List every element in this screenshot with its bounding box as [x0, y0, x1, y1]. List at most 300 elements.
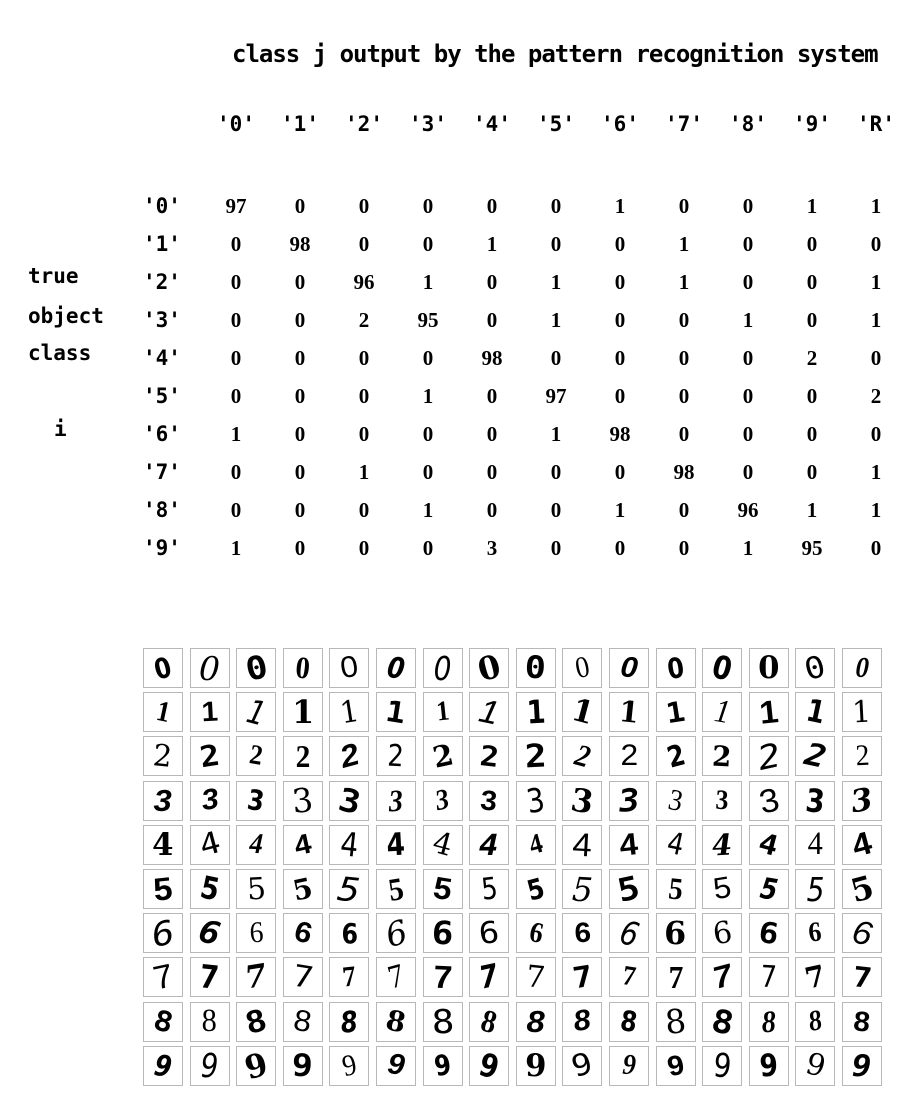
matrix-cell: 95 — [417, 308, 439, 332]
digit-glyph: 4 — [755, 826, 783, 864]
matrix-cell: 1 — [550, 270, 562, 294]
digit-sample-image — [236, 1002, 276, 1042]
digit-sample-image — [376, 913, 416, 953]
digit-sample-image — [702, 957, 742, 997]
digit-glyph: 0 — [801, 648, 830, 688]
digit-glyph: 3 — [523, 779, 548, 822]
digit-sample-image — [143, 1002, 183, 1042]
digit-sample-image — [190, 825, 230, 865]
digit-glyph: 3 — [665, 782, 686, 818]
digit-glyph: 4 — [248, 827, 264, 861]
matrix-cell: 1 — [230, 536, 242, 560]
digit-glyph: 7 — [149, 956, 177, 998]
digit-sample-image — [236, 736, 276, 776]
digit-sample-image — [329, 781, 369, 821]
digit-sample-image — [609, 648, 649, 688]
digit-glyph: 5 — [710, 870, 734, 907]
digit-sample-image — [842, 736, 882, 776]
digit-glyph: 9 — [801, 1046, 830, 1086]
matrix-cell: 98 — [673, 460, 695, 484]
digit-glyph: 2 — [295, 737, 311, 774]
digit-sample-image — [143, 957, 183, 997]
matrix-cell: 0 — [550, 232, 562, 256]
digit-sample-image — [609, 913, 649, 953]
digit-sample-image — [423, 781, 463, 821]
digit-sample-image — [842, 692, 882, 732]
digit-glyph: 6 — [290, 915, 316, 951]
digit-sample-image — [562, 957, 602, 997]
matrix-cell: 0 — [358, 194, 370, 218]
digit-sample-image — [469, 957, 509, 997]
matrix-cell: 97 — [545, 384, 567, 408]
digit-glyph: 1 — [617, 694, 641, 731]
digit-glyph: 9 — [568, 1046, 597, 1086]
digit-sample-image — [656, 825, 696, 865]
digit-glyph: 8 — [291, 1003, 315, 1039]
digit-sample-image — [562, 692, 602, 732]
matrix-cell: 1 — [422, 384, 434, 408]
column-header: '3' — [409, 112, 447, 136]
digit-glyph: 3 — [432, 783, 453, 818]
column-header: '1' — [281, 112, 319, 136]
digit-glyph: 2 — [151, 737, 175, 775]
digit-glyph: 8 — [477, 1001, 502, 1041]
digit-glyph: 0 — [572, 649, 593, 686]
matrix-cell: 0 — [422, 422, 434, 446]
matrix-cell: 0 — [614, 346, 626, 370]
matrix-cell: 0 — [230, 308, 242, 332]
digit-glyph: 7 — [759, 959, 778, 996]
digit-glyph: 8 — [149, 1003, 177, 1040]
digit-sample-image — [609, 692, 649, 732]
digit-sample-image — [795, 1002, 835, 1042]
matrix-cell: 0 — [422, 232, 434, 256]
digit-glyph: 0 — [293, 649, 312, 686]
digit-sample-image — [376, 648, 416, 688]
matrix-cell: 0 — [486, 460, 498, 484]
digit-glyph: 6 — [807, 916, 824, 949]
digit-sample-image — [190, 869, 230, 909]
digit-glyph: 1 — [153, 694, 173, 729]
digit-glyph: 1 — [663, 694, 688, 730]
digit-glyph: 7 — [341, 960, 358, 994]
digit-sample-image — [609, 957, 649, 997]
digit-glyph: 8 — [852, 1004, 872, 1038]
digit-sample-image — [236, 781, 276, 821]
digit-sample-image — [516, 825, 556, 865]
matrix-cell: 97 — [225, 194, 247, 218]
digit-sample-image — [423, 1002, 463, 1042]
digit-glyph: 9 — [240, 1044, 272, 1088]
matrix-cell: 0 — [294, 308, 306, 332]
digit-glyph: 8 — [618, 1004, 640, 1040]
digit-sample-image — [376, 957, 416, 997]
digit-glyph: 0 — [708, 647, 737, 689]
digit-sample-image — [795, 781, 835, 821]
digit-sample-image — [795, 825, 835, 865]
digit-glyph: 4 — [338, 824, 361, 866]
digit-glyph: 9 — [664, 1048, 687, 1083]
digit-sample-image — [190, 913, 230, 953]
digit-sample-image — [562, 1002, 602, 1042]
matrix-cell: 0 — [870, 232, 882, 256]
matrix-cell: 0 — [614, 308, 626, 332]
digit-glyph: 0 — [664, 650, 687, 686]
digit-sample-image — [702, 1046, 742, 1086]
digit-sample-image — [143, 781, 183, 821]
digit-glyph: 7 — [476, 957, 502, 997]
digit-glyph: 7 — [383, 957, 408, 997]
digit-sample-image — [562, 869, 602, 909]
digit-sample-image — [143, 913, 183, 953]
digit-glyph: 8 — [526, 1003, 545, 1039]
digit-glyph: 7 — [802, 958, 829, 997]
matrix-cell: 0 — [486, 422, 498, 446]
digit-sample-image — [749, 692, 789, 732]
matrix-cell: 0 — [550, 346, 562, 370]
digit-glyph: 2 — [335, 736, 363, 776]
digit-glyph: 2 — [711, 739, 733, 774]
digit-sample-image — [190, 736, 230, 776]
matrix-cell: 0 — [422, 194, 434, 218]
digit-sample-image — [469, 1046, 509, 1086]
matrix-cell: 0 — [742, 384, 754, 408]
digit-glyph: 6 — [195, 913, 224, 953]
digit-sample-image — [656, 692, 696, 732]
row-header: '9' — [143, 536, 181, 560]
digit-sample-image — [795, 957, 835, 997]
row-header: '8' — [143, 498, 181, 522]
digit-glyph: 3 — [848, 781, 876, 821]
digit-glyph: 4 — [618, 825, 640, 863]
digit-glyph: 5 — [757, 870, 780, 908]
matrix-cell: 1 — [614, 194, 626, 218]
digit-sample-image — [842, 913, 882, 953]
digit-sample-image — [423, 957, 463, 997]
matrix-cell: 1 — [870, 194, 882, 218]
digit-sample-image — [469, 825, 509, 865]
digit-glyph: 3 — [387, 782, 405, 818]
digit-sample-image — [749, 957, 789, 997]
column-header: '0' — [217, 112, 255, 136]
digit-sample-image — [143, 736, 183, 776]
matrix-cell: 98 — [481, 346, 503, 370]
digit-sample-image — [516, 692, 556, 732]
matrix-cell: 0 — [678, 384, 690, 408]
digit-sample-image — [423, 1046, 463, 1086]
digit-glyph: 9 — [339, 1047, 360, 1083]
digit-glyph: 9 — [525, 1047, 547, 1084]
matrix-cell: 0 — [742, 460, 754, 484]
digit-glyph: 8 — [805, 1004, 826, 1039]
matrix-cell: 1 — [358, 460, 370, 484]
digit-glyph: 0 — [337, 649, 361, 686]
digit-glyph: 7 — [668, 958, 683, 995]
digit-glyph: 7 — [524, 958, 548, 996]
digit-sample-image — [376, 1002, 416, 1042]
digit-sample-image — [376, 692, 416, 732]
digit-sample-image — [795, 1046, 835, 1086]
matrix-cell: 0 — [294, 536, 306, 560]
matrix-cell: 1 — [422, 498, 434, 522]
row-header: '7' — [143, 460, 181, 484]
digit-sample-image — [283, 913, 323, 953]
digit-glyph: 4 — [807, 826, 823, 863]
matrix-cell: 0 — [742, 270, 754, 294]
digit-glyph: 1 — [337, 693, 362, 731]
digit-sample-image — [469, 781, 509, 821]
digit-glyph: 5 — [245, 871, 267, 907]
digit-glyph: 6 — [615, 912, 643, 955]
matrix-cell: 1 — [678, 270, 690, 294]
matrix-cell: 0 — [486, 498, 498, 522]
digit-sample-image — [516, 1002, 556, 1042]
digit-glyph: 6 — [477, 914, 502, 952]
digit-glyph: 5 — [614, 868, 644, 910]
digit-glyph: 0 — [758, 650, 780, 686]
matrix-cell: 1 — [870, 498, 882, 522]
matrix-cell: 0 — [614, 270, 626, 294]
digit-glyph: 2 — [386, 738, 406, 775]
digit-glyph: 1 — [757, 692, 780, 731]
matrix-cell: 1 — [806, 498, 818, 522]
digit-glyph: 0 — [473, 646, 505, 690]
digit-sample-image — [469, 736, 509, 776]
digit-glyph: 4 — [428, 825, 457, 865]
digit-sample-image — [423, 913, 463, 953]
digit-glyph: 1 — [200, 695, 219, 728]
digit-sample-image — [283, 869, 323, 909]
digit-sample-image — [190, 692, 230, 732]
digit-sample-image — [236, 692, 276, 732]
digit-sample-image — [516, 1046, 556, 1086]
digit-glyph: 3 — [755, 779, 783, 821]
digit-sample-image — [283, 736, 323, 776]
matrix-cell: 1 — [870, 460, 882, 484]
digit-sample-image — [656, 648, 696, 688]
digit-glyph: 8 — [202, 1003, 218, 1040]
digit-glyph: 5 — [523, 870, 549, 908]
matrix-cell: 0 — [806, 308, 818, 332]
digit-sample-image — [376, 825, 416, 865]
digit-glyph: 7 — [708, 957, 736, 997]
digit-sample-image — [423, 869, 463, 909]
row-header: '0' — [143, 194, 181, 218]
digit-glyph: 9 — [431, 1048, 454, 1084]
digit-glyph: 6 — [710, 914, 735, 952]
digit-sample-image — [562, 913, 602, 953]
matrix-cell: 98 — [289, 232, 311, 256]
digit-glyph: 9 — [385, 1048, 407, 1083]
digit-glyph: 3 — [334, 779, 364, 822]
digit-glyph: 5 — [430, 869, 455, 908]
matrix-cell: 0 — [678, 422, 690, 446]
digit-sample-image — [749, 736, 789, 776]
column-header: '9' — [793, 112, 831, 136]
digit-sample-image — [329, 869, 369, 909]
digit-glyph: 7 — [198, 957, 221, 998]
digit-sample-image — [749, 648, 789, 688]
handwritten-digit-grid — [143, 648, 889, 1090]
digit-glyph: 6 — [147, 911, 179, 955]
digit-glyph: 5 — [289, 870, 316, 908]
matrix-cell: 96 — [737, 498, 759, 522]
digit-sample-image — [609, 1002, 649, 1042]
digit-sample-image — [190, 957, 230, 997]
matrix-cell: 0 — [806, 270, 818, 294]
digit-sample-image — [516, 736, 556, 776]
digit-sample-image — [842, 825, 882, 865]
digit-glyph: 2 — [247, 739, 266, 773]
matrix-cell: 1 — [870, 270, 882, 294]
digit-glyph: 6 — [248, 915, 264, 950]
digit-sample-image — [562, 1046, 602, 1086]
digit-sample-image — [702, 781, 742, 821]
digit-sample-image — [702, 648, 742, 688]
digit-glyph: 9 — [291, 1047, 315, 1085]
digit-sample-image — [842, 781, 882, 821]
matrix-cell: 1 — [230, 422, 242, 446]
matrix-cell: 0 — [678, 498, 690, 522]
digit-sample-image — [842, 648, 882, 688]
matrix-cell: 0 — [614, 384, 626, 408]
matrix-cell: 0 — [422, 346, 434, 370]
digit-sample-image — [283, 957, 323, 997]
matrix-cell: 1 — [870, 308, 882, 332]
matrix-cell: 0 — [486, 194, 498, 218]
digit-sample-image — [749, 781, 789, 821]
digit-glyph: 7 — [850, 959, 874, 995]
digit-glyph: 3 — [714, 784, 730, 816]
digit-glyph: 6 — [848, 912, 876, 953]
digit-glyph: 8 — [571, 1003, 594, 1039]
digit-glyph: 4 — [291, 827, 314, 862]
matrix-cell: 0 — [294, 270, 306, 294]
digit-glyph: 5 — [570, 868, 594, 910]
matrix-cell: 0 — [870, 422, 882, 446]
row-header: '4' — [143, 346, 181, 370]
matrix-cell: 0 — [678, 346, 690, 370]
matrix-cell: 2 — [870, 384, 882, 408]
column-header: '8' — [729, 112, 767, 136]
matrix-cell: 96 — [353, 270, 375, 294]
matrix-cell: 0 — [870, 536, 882, 560]
digit-glyph: 8 — [707, 1000, 737, 1043]
digit-glyph: 3 — [803, 780, 827, 821]
digit-glyph: 6 — [573, 916, 592, 949]
digit-sample-image — [190, 1002, 230, 1042]
digit-sample-image — [516, 957, 556, 997]
digit-sample-image — [842, 1046, 882, 1086]
matrix-cell: 95 — [801, 536, 823, 560]
digit-sample-image — [236, 957, 276, 997]
digit-glyph: 3 — [198, 782, 221, 818]
digit-glyph: 8 — [339, 1003, 360, 1040]
digit-sample-image — [702, 869, 742, 909]
row-header: '3' — [143, 308, 181, 332]
matrix-cell: 0 — [806, 384, 818, 408]
digit-sample-image — [562, 825, 602, 865]
matrix-cell: 0 — [422, 536, 434, 560]
matrix-cell: 0 — [678, 536, 690, 560]
matrix-cell: 0 — [486, 308, 498, 332]
digit-sample-image — [795, 869, 835, 909]
digit-glyph: 8 — [760, 1003, 777, 1039]
digit-glyph: 1 — [434, 695, 451, 728]
matrix-cell: 1 — [806, 194, 818, 218]
row-header: '5' — [143, 384, 181, 408]
digit-glyph: 1 — [567, 692, 598, 733]
digit-glyph: 6 — [430, 913, 455, 953]
digit-sample-image — [376, 869, 416, 909]
matrix-cell: 0 — [358, 232, 370, 256]
digit-sample-image — [656, 1002, 696, 1042]
digit-sample-image — [469, 869, 509, 909]
matrix-cell: 0 — [230, 270, 242, 294]
matrix-cell: 3 — [486, 536, 498, 560]
digit-glyph: 9 — [200, 1046, 219, 1086]
digit-sample-image — [749, 1002, 789, 1042]
digit-sample-image — [749, 869, 789, 909]
digit-glyph: 0 — [150, 649, 176, 687]
digit-glyph: 6 — [756, 914, 782, 952]
column-header: '7' — [665, 112, 703, 136]
matrix-cell: 0 — [358, 346, 370, 370]
matrix-cell: 1 — [550, 422, 562, 446]
digit-glyph: 9 — [852, 1048, 872, 1083]
digit-glyph: 3 — [290, 780, 316, 822]
digit-sample-image — [609, 736, 649, 776]
matrix-cell: 0 — [294, 346, 306, 370]
digit-glyph: 5 — [336, 868, 363, 910]
digit-sample-image — [702, 825, 742, 865]
digit-glyph: 2 — [753, 734, 784, 778]
digit-glyph: 4 — [385, 826, 407, 864]
digit-sample-image — [143, 648, 183, 688]
digit-glyph: 6 — [341, 916, 358, 950]
digit-glyph: 1 — [525, 692, 547, 732]
matrix-cell: 0 — [550, 536, 562, 560]
digit-sample-image — [190, 781, 230, 821]
digit-sample-image — [842, 1002, 882, 1042]
digit-sample-image — [702, 913, 742, 953]
matrix-cell: 0 — [742, 422, 754, 446]
digit-glyph: 5 — [666, 870, 685, 907]
digit-glyph: 0 — [384, 649, 408, 687]
matrix-cell: 0 — [294, 422, 306, 446]
digit-sample-image — [562, 648, 602, 688]
digit-sample-image — [236, 869, 276, 909]
digit-sample-image — [469, 692, 509, 732]
digit-sample-image — [795, 913, 835, 953]
digit-sample-image — [236, 913, 276, 953]
matrix-cell: 0 — [806, 422, 818, 446]
digit-glyph: 9 — [711, 1045, 734, 1087]
row-header: '2' — [143, 270, 181, 294]
side-label-object: object — [28, 304, 104, 328]
digit-sample-image — [329, 648, 369, 688]
digit-sample-image — [702, 1002, 742, 1042]
digit-glyph: 1 — [242, 691, 270, 734]
digit-sample-image — [516, 781, 556, 821]
matrix-cell: 0 — [230, 346, 242, 370]
matrix-cell: 0 — [294, 498, 306, 522]
digit-glyph: 3 — [153, 782, 173, 818]
digit-glyph: 4 — [848, 824, 876, 865]
digit-sample-image — [143, 825, 183, 865]
digit-glyph: 6 — [380, 911, 412, 955]
digit-sample-image — [423, 648, 463, 688]
